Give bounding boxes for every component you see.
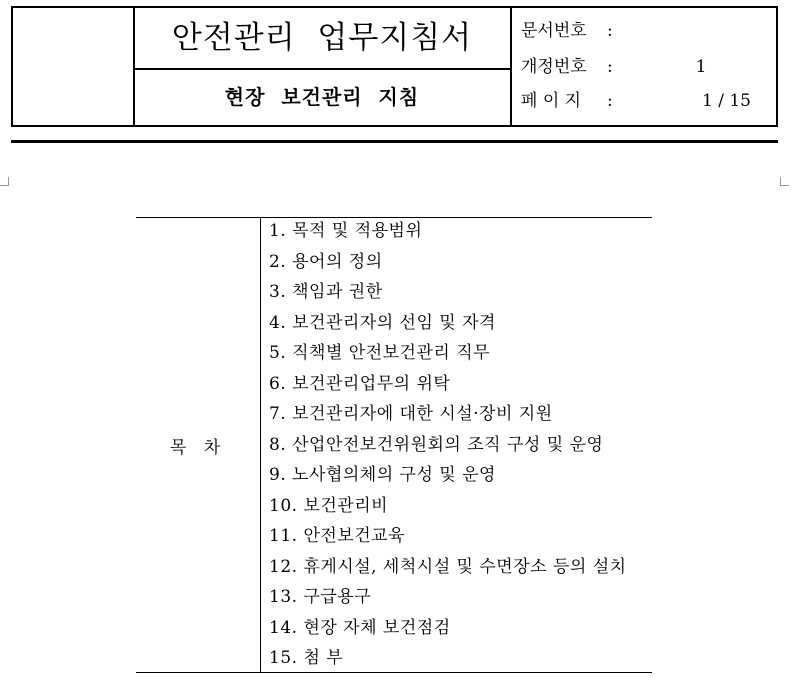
document-title: 안전관리 업무지침서 (134, 8, 510, 70)
toc-item: 4. 보건관리자의 선임 및 자격 (269, 312, 496, 333)
toc-item: 7. 보건관리자에 대한 시설·장비 지원 (269, 404, 553, 424)
document-subtitle: 현장 보건관리 지침 (224, 85, 420, 109)
toc-item: 13. 구급용구 (269, 587, 372, 607)
page-label: 페 이 지 (521, 91, 582, 111)
doc-number-label: 문서번호 (521, 21, 587, 41)
toc-item: 5. 직책별 안전보건관리 직무 (269, 343, 491, 363)
toc-item: 3. 책임과 권한 (269, 282, 383, 302)
toc-item: 10. 보건관리비 (269, 495, 389, 516)
table-of-contents (136, 217, 652, 673)
toc-item: 15. 첨 부 (269, 648, 344, 668)
doc-number-row (521, 16, 771, 46)
toc-item: 2. 용어의 정의 (269, 251, 383, 272)
toc-item: 14. 현장 자체 보건점검 (269, 617, 451, 638)
toc-item: 12. 휴게시설, 세척시설 및 수면장소 등의 설치 (269, 556, 627, 577)
document-header (11, 6, 778, 127)
page-row (521, 86, 771, 116)
revision-row (521, 52, 771, 82)
toc-item: 8. 산업안전보건위원회의 조직 구성 및 운영 (269, 434, 604, 455)
header-title-block (134, 8, 512, 125)
logo-cell (13, 8, 135, 125)
toc-item: 6. 보건관리업무의 위탁 (269, 373, 451, 394)
doc-number-colon: : (607, 21, 613, 41)
toc-item: 11. 안전보건교육 (269, 526, 405, 546)
document-info (511, 8, 776, 125)
toc-item: 1. 목적 및 적용범위 (269, 221, 423, 241)
toc-list (269, 218, 627, 676)
page-value: 1 / 15 (702, 91, 751, 111)
header-divider (11, 140, 778, 143)
revision-label: 개정번호 (521, 57, 587, 77)
page-colon: : (607, 91, 613, 111)
revision-colon: : (607, 57, 613, 77)
toc-item: 9. 노사협의체의 구성 및 운영 (269, 465, 496, 485)
margin-corner-left (0, 177, 9, 186)
revision-value: 1 (695, 57, 707, 77)
margin-corner-right (780, 177, 789, 186)
toc-label: 목 차 (136, 218, 261, 672)
